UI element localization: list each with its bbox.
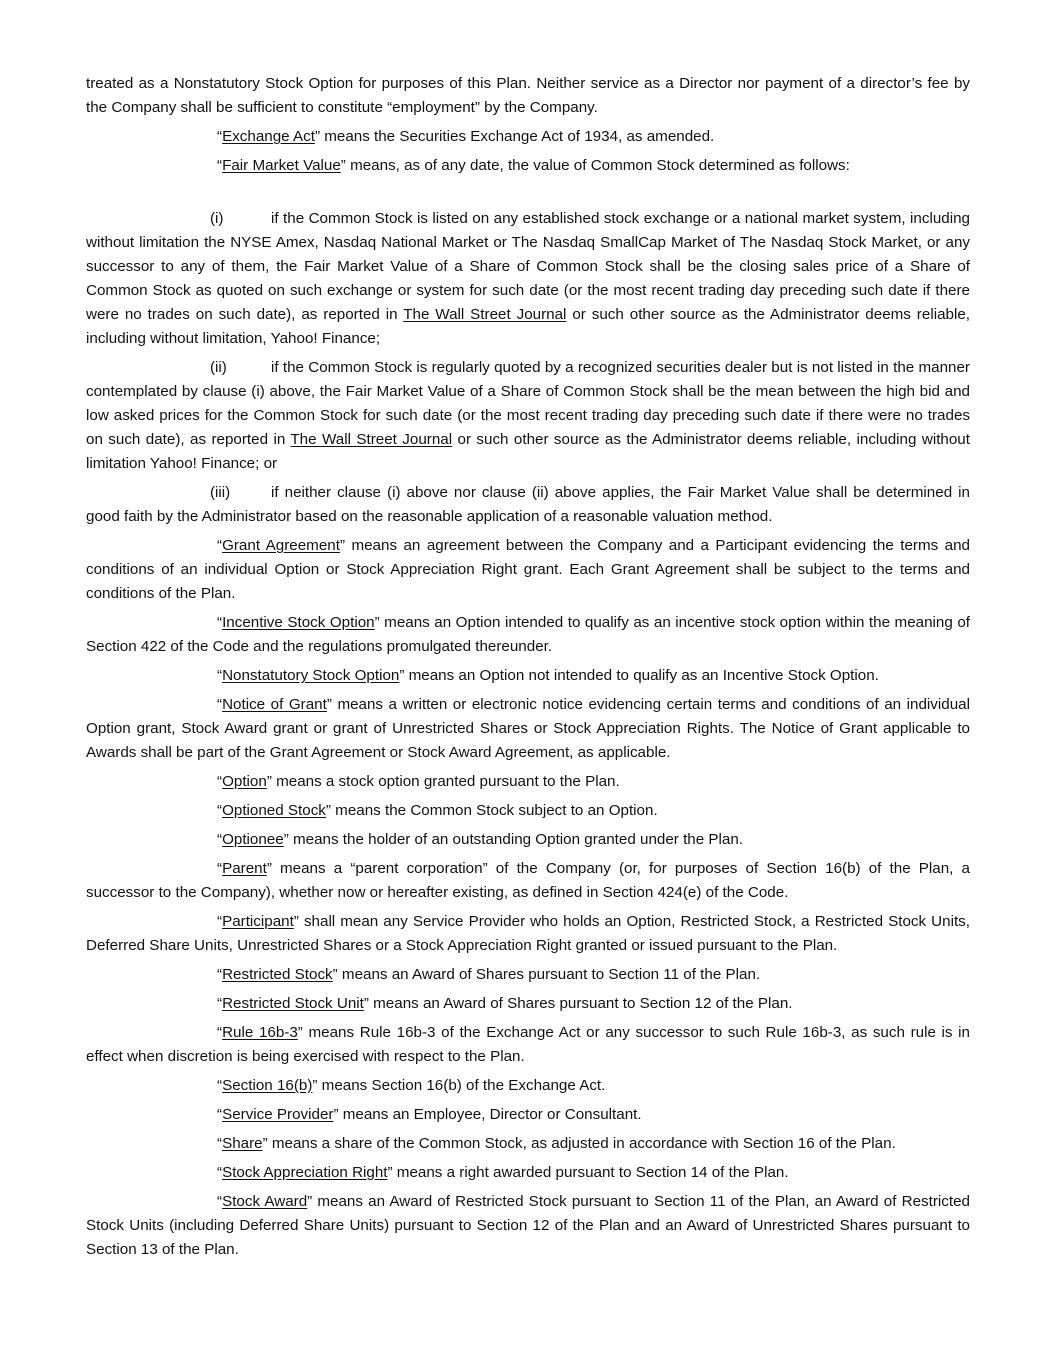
definition-rule-16b-3: “Rule 16b-3” means Rule 16b-3 of the Exchange Act or any successor to such Rule 16b-3, as such rule is in effect when discretion is being exercised with respect to the Plan. <box>86 1024 970 1065</box>
defined-term: Stock Award <box>222 1193 308 1210</box>
defined-term: Grant Agreement <box>222 537 340 554</box>
definition-restricted-stock: “Restricted Stock” means an Award of Shares pursuant to Section 11 of the Plan. <box>217 966 761 983</box>
definition-text: ” means, as of any date, the value of Common Stock determined as follows: <box>340 157 850 174</box>
definition-text: ” means a written or electronic notice evidencing certain terms and conditions of an individual Option grant, Stock Award grant or grant of Unrestricted Shares or Stock Appreciation Rights. The Notice of Grant applicable to Awards shall be part of the Grant Agreement or Stock Award Agreement, as applicable. <box>86 696 970 761</box>
definition-share: “Share” means a share of the Common Stock, as adjusted in accordance with Section 16 of the Plan. <box>217 1135 896 1152</box>
definition-incentive-stock-option: “Incentive Stock Option” means an Option intended to qualify as an incentive stock option within the meaning of Section 422 of the Code and the regulations promulgated thereunder. <box>86 614 970 655</box>
definition-nonstatutory-stock-option: “Nonstatutory Stock Option” means an Option not intended to qualify as an Incentive Stock Option. <box>217 667 879 684</box>
clause-ii <box>86 356 970 476</box>
definition-text: ” means an Employee, Director or Consultant. <box>333 1106 642 1123</box>
definition-text: ” means an agreement between the Company and a Participant evidencing the terms and conditions of an individual Option or Stock Appreciation Right grant. Each Grant Agreement shall be subject to the terms and conditions of the Plan. <box>86 537 971 602</box>
definition-exchange-act: “Exchange Act” means the Securities Exchange Act of 1934, as amended. <box>217 128 715 145</box>
definition-participant: “Participant” shall mean any Service Provider who holds an Option, Restricted Stock, a Restricted Stock Units, Deferred Share Units, Unrestricted Shares or a Stock Appreciation Right granted or issued pursuant to the Plan. <box>86 913 970 954</box>
definition-text: ” means a right awarded pursuant to Section 14 of the Plan. <box>387 1164 789 1181</box>
source-citation: The Wall Street Journal <box>403 306 567 323</box>
definition-grant-agreement: “Grant Agreement” means an agreement between the Company and a Participant evidencing the terms and conditions of an individual Option or Stock Appreciation Right grant. Each Grant Agreement shall be subject to the terms and conditions of the Plan. <box>86 537 971 602</box>
definition-parent: “Parent” means a “parent corporation” of the Company (or, for purposes of Section 16(b) of the Plan, a successor to the Company), whether now or hereafter existing, as defined in Section 424(e) of the Code. <box>86 860 970 901</box>
definition-text: ” means the Common Stock subject to an Option. <box>325 802 658 819</box>
definition-optionee: “Optionee” means the holder of an outstanding Option granted under the Plan. <box>217 831 744 848</box>
defined-term: Restricted Stock Unit <box>222 995 364 1012</box>
defined-term: Incentive Stock Option <box>222 614 375 631</box>
clause-text: if the Common Stock is regularly quoted by a recognized securities dealer but is not listed in the manner contemplated by clause (i) above, the Fair Market Value of a Share of Common Stock shall be the mean between the high bid and low asked prices for the Common Stock for such date (or the most recent trading day preceding such date if there were no trades on such date), as reported in <box>86 359 970 448</box>
source-citation: The Wall Street Journal <box>290 431 453 448</box>
defined-term: Rule 16b-3 <box>222 1024 298 1041</box>
defined-term: Share <box>222 1135 263 1152</box>
defined-term: Participant <box>222 913 294 930</box>
defined-term: Exchange Act <box>222 128 315 145</box>
clause-text: if the Common Stock is listed on any established stock exchange or a national market system, including without limitation the NYSE Amex, Nasdaq National Market or The Nasdaq SmallCap Market of The Nasdaq Stock Market, or any successor to any of them, the Fair Market Value of a Share of Common Stock shall be the closing sales price of a Share of Common Stock as quoted on such exchange or system for such date (or the most recent trading day preceding such date if there were no trades on such date), as reported in <box>86 210 970 323</box>
clause-number: (iii) <box>210 484 231 501</box>
definition-text: ” means Section 16(b) of the Exchange Act. <box>312 1077 606 1094</box>
definition-optioned-stock: “Optioned Stock” means the Common Stock subject to an Option. <box>217 802 658 819</box>
definition-text: ” means the Securities Exchange Act of 1934, as amended. <box>314 128 715 145</box>
defined-term: Nonstatutory Stock Option <box>222 667 400 684</box>
clause-text: or such other source as the Administrator deems reliable, including without limitation, Yahoo! Finance; <box>86 306 970 347</box>
definition-service-provider: “Service Provider” means an Employee, Director or Consultant. <box>217 1106 642 1123</box>
clause-text: or such other source as the Administrator deems reliable, including without limitation Yahoo! Finance; or <box>86 431 970 472</box>
defined-term: Parent <box>222 860 267 877</box>
clause-number: (ii) <box>210 359 227 376</box>
defined-term: Optionee <box>222 831 284 848</box>
definition-stock-award: “Stock Award” means an Award of Restricted Stock pursuant to Section 11 of the Plan, an Award of Restricted Stock Units (including Deferred Share Units) pursuant to Section 12 of the Plan and an Award of Unrestricted Shares pursuant to Section 13 of the Plan. <box>86 1193 970 1258</box>
definition-text: ” means an Option not intended to qualify as an Incentive Stock Option. <box>399 667 879 684</box>
document-page <box>86 72 970 1267</box>
definition-restricted-stock-unit: “Restricted Stock Unit” means an Award of Shares pursuant to Section 12 of the Plan. <box>217 995 793 1012</box>
definition-text: ” means an Option intended to qualify as an incentive stock option within the meaning of Section 422 of the Code and the regulations promulgated thereunder. <box>86 614 970 655</box>
defined-term: Optioned Stock <box>222 802 326 819</box>
definition-stock-appreciation-right: “Stock Appreciation Right” means a right awarded pursuant to Section 14 of the Plan. <box>217 1164 789 1181</box>
definition-notice-of-grant: “Notice of Grant” means a written or electronic notice evidencing certain terms and conditions of an individual Option grant, Stock Award grant or grant of Unrestricted Shares or Stock Appreciation Rights. The Notice of Grant applicable to Awards shall be part of the Grant Agreement or Stock Award Agreement, as applicable. <box>86 696 970 761</box>
definition-text: ” shall mean any Service Provider who holds an Option, Restricted Stock, a Restricted Stock Units, Deferred Share Units, Unrestricted Shares or a Stock Appreciation Right granted or issued pursuant to the Plan. <box>86 913 970 954</box>
clause-iii <box>86 481 970 529</box>
definition-option: “Option” means a stock option granted pursuant to the Plan. <box>217 773 620 790</box>
definition-text: ” means an Award of Shares pursuant to Section 12 of the Plan. <box>363 995 793 1012</box>
definition-text: ” means Rule 16b-3 of the Exchange Act or any successor to such Rule 16b-3, as such rule is in effect when discretion is being exercised with respect to the Plan. <box>86 1024 970 1065</box>
definition-text: ” means a share of the Common Stock, as adjusted in accordance with Section 16 of the Plan. <box>262 1135 896 1152</box>
defined-term: Notice of Grant <box>222 696 327 713</box>
definition-text: ” means the holder of an outstanding Option granted under the Plan. <box>283 831 744 848</box>
definition-text: ” means an Award of Shares pursuant to Section 11 of the Plan. <box>332 966 761 983</box>
definition-text: ” means a stock option granted pursuant to the Plan. <box>266 773 620 790</box>
definition-section-16b: “Section 16(b)” means Section 16(b) of the Exchange Act. <box>217 1077 606 1094</box>
intro-paragraph: treated as a Nonstatutory Stock Option for purposes of this Plan. Neither service as a Director nor payment of a director’s fee by the Company shall be sufficient to constitute “employment” by the Company. <box>86 75 970 116</box>
defined-term: Section 16(b) <box>222 1077 313 1094</box>
definition-fair-market-value: “Fair Market Value” means, as of any date, the value of Common Stock determined as follows: <box>217 157 850 174</box>
definition-text: ” means a “parent corporation” of the Company (or, for purposes of Section 16(b) of the Plan, a successor to the Company), whether now or hereafter existing, as defined in Section 424(e) of the Code. <box>86 860 970 901</box>
defined-term: Fair Market Value <box>222 157 341 174</box>
defined-term: Restricted Stock <box>222 966 333 983</box>
clause-i <box>86 207 970 351</box>
clause-number: (i) <box>210 210 224 227</box>
definition-text: ” means an Award of Restricted Stock pursuant to Section 11 of the Plan, an Award of Restricted Stock Units (including Deferred Share Units) pursuant to Section 12 of the Plan and an Award of Unrestricted Shares pursuant to Section 13 of the Plan. <box>86 1193 970 1258</box>
clause-text: if neither clause (i) above nor clause (ii) above applies, the Fair Market Value shall be determined in good faith by the Administrator based on the reasonable application of a reasonable valuation method. <box>86 484 970 525</box>
defined-term: Service Provider <box>222 1106 334 1123</box>
defined-term: Option <box>222 773 267 790</box>
defined-term: Stock Appreciation Right <box>222 1164 388 1181</box>
